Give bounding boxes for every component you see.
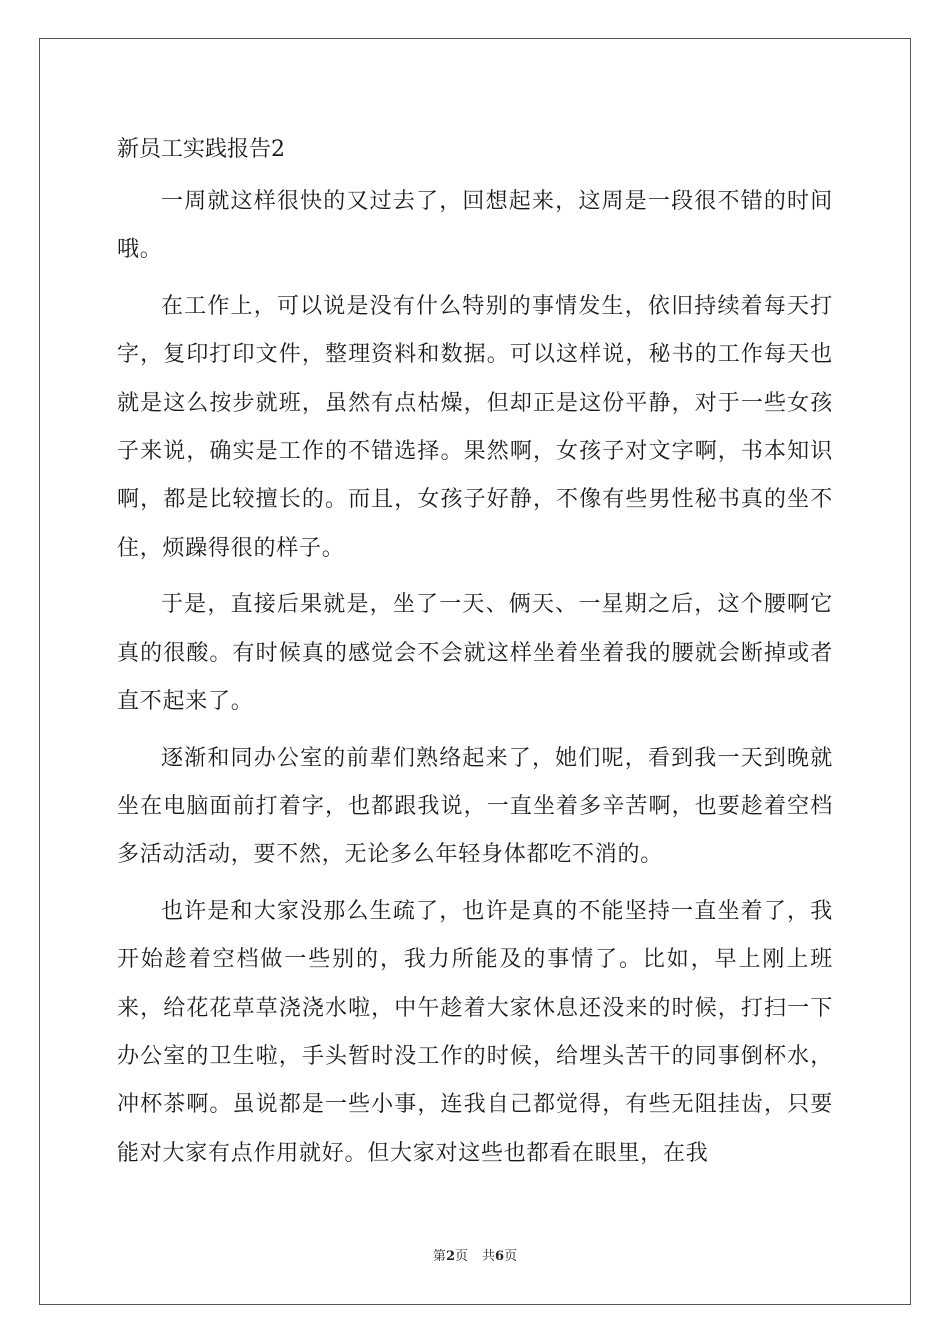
paragraph-3: 于是，直接后果就是，坐了一天、俩天、一星期之后，这个腰啊它真的很酸。有时候真的感觉会不会就这样坐着坐着我的腰就会断掉或者直不起来了。 xyxy=(117,592,833,714)
current-page-number: 2 xyxy=(445,1249,455,1264)
paragraph-4: 逐渐和同办公室的前辈们熟络起来了，她们呢，看到我一天到晚就坐在电脑面前打着字，也都跟我说，一直坐着多辛苦啊，也要趁着空档多活动活动，要不然，无论多么年轻身体都吃不消的。 xyxy=(117,745,833,868)
document-body xyxy=(117,128,833,1186)
total-pages-number: 6 xyxy=(495,1249,505,1264)
paragraph-1: 一周就这样很快的又过去了，回想起来，这周是一段很不错的时间哦。 xyxy=(117,189,833,263)
paragraph-5: 也许是和大家没那么生疏了，也许是真的不能坚持一直坐着了，我开始趁着空档做一些别的，我力所能及的事情了。比如，早上刚上班来，给花花草草浇浇水啦，中午趁着大家休息还没来的时候，打扫一下办公室的卫生啦，手头暂时没工作的时候，给埋头苦干的同事倒杯水，冲杯茶啊。虽说都是一些小事，连我自己都觉得，有些无阻挂齿，只要能对大家有点作用就好。但大家对这些也都看在眼里，在我 xyxy=(117,899,833,1166)
page-prefix: 第 xyxy=(432,1249,446,1264)
paragraph-2: 在工作上，可以说是没有什么特别的事情发生，依旧持续着每天打字，复印打印文件，整理资料和数据。可以这样说，秘书的工作每天也就是这么按步就班，虽然有点枯燥，但却正是这份平静，对于一些女孩子来说，确实是工作的不错选择。果然啊，女孩子对文字啊，书本知识啊，都是比较擅长的。而且，女孩子好静，不像有些男性秘书真的坐不住，烦躁得很的样子。 xyxy=(117,294,833,561)
total-prefix: 共 xyxy=(482,1249,496,1264)
document-title: 新员工实践报告2 xyxy=(117,137,285,162)
total-suffix: 页 xyxy=(504,1249,518,1264)
page-footer xyxy=(0,1247,950,1267)
page-suffix: 页 xyxy=(454,1249,468,1264)
